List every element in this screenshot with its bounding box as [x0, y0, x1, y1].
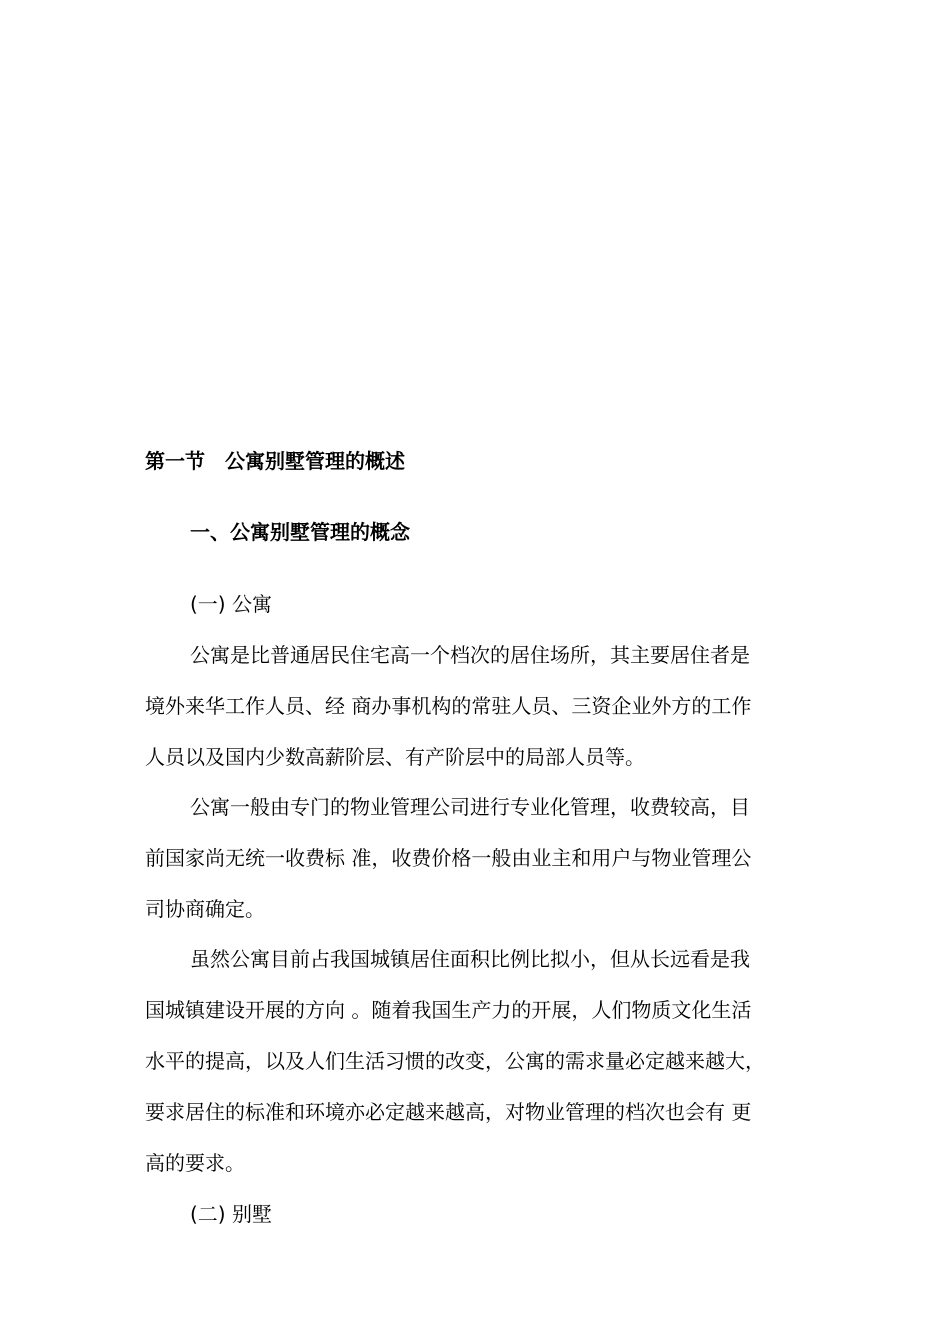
paragraph-line: 公寓是比普通居民住宅高一个档次的居住场所，其主要居住者是 — [190, 643, 750, 667]
section-title-text: 公寓别墅管理的概述 — [225, 449, 405, 473]
paragraph-line: 人员以及国内少数高薪阶层、有产阶层中的局部人员等。 — [145, 745, 645, 769]
paragraph-line: 境外来华工作人员、经 商办事机构的常驻人员、三资企业外方的工作 — [145, 694, 752, 718]
subsection-title: 一、公寓别墅管理的概念 — [190, 520, 410, 544]
section-title — [145, 447, 405, 475]
villa-heading: (二) 别墅 — [190, 1202, 272, 1226]
paragraph-line: 水平的提高，以及人们生活习惯的改变，公寓的需求量必定越来越大， — [145, 1049, 765, 1073]
paragraph-line: 虽然公寓目前占我国城镇居住面积比例比拟小，但从长远看是我 — [190, 947, 750, 971]
apartment-heading: (一) 公寓 — [190, 592, 272, 616]
paragraph-line: 要求居住的标准和环境亦必定越来越高，对物业管理的档次也会有 更 — [145, 1100, 752, 1124]
paragraph-apartment-definition — [145, 630, 845, 783]
paragraph-apartment-management — [145, 782, 845, 935]
paragraph-line: 国城镇建设开展的方向 。随着我国生产力的开展，人们物质文化生活 — [145, 998, 752, 1022]
paragraph-apartment-outlook — [145, 934, 845, 1189]
section-number: 第一节 — [145, 449, 205, 473]
paragraph-line: 高的要求。 — [145, 1151, 245, 1175]
paragraph-line: 前国家尚无统一收费标 准，收费价格一般由业主和用户与物业管理公 — [145, 846, 752, 870]
paragraph-line: 司协商确定。 — [145, 897, 265, 921]
paragraph-line: 公寓一般由专门的物业管理公司进行专业化管理，收费较高，目 — [190, 795, 750, 819]
